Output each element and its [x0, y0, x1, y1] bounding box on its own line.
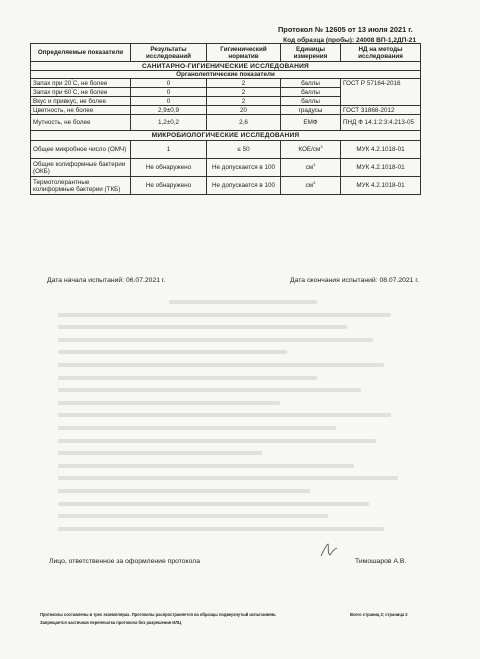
norm-cell: 2: [207, 97, 281, 106]
result-cell: 0: [131, 79, 207, 88]
table-row: [31, 79, 421, 88]
parameter-cell: Запах при 20°С, не более: [31, 79, 131, 88]
signature-mark: [318, 541, 340, 559]
unit-cell: градусы: [281, 106, 341, 115]
unit-cell: ЕМФ: [281, 115, 341, 131]
norm-cell: ≤ 50: [207, 141, 281, 159]
responsible-label: Лицо, ответственное за оформление протокола: [49, 558, 200, 565]
unit-cell: $см^3$: [281, 159, 341, 177]
section-title: САНИТАРНО-ГИГИЕНИЧЕСКИЕ ИССЛЕДОВАНИЯ: [31, 62, 421, 71]
norm-cell: Не допускается в 100: [207, 159, 281, 177]
table-header-row: [31, 44, 421, 62]
result-cell: Не обнаружено: [131, 159, 207, 177]
result-cell: 0: [131, 88, 207, 97]
table-row: [31, 115, 421, 131]
footer-note: Протоколы составлены в трех экземплярах. Протоколы распространяется на образцы подвергнутый испытаниям.: [40, 612, 276, 617]
end-date: Дата окончания испытаний: 08.07.2021 г.: [290, 277, 419, 284]
unit-cell: баллы: [281, 97, 341, 106]
method-cell: МУК 4.2.1018-01: [341, 177, 421, 195]
method-cell: ПНД Ф 14.1:2:3:4.213-05: [341, 115, 421, 131]
start-date: Дата начала испытаний: 06.07.2021 г.: [47, 277, 166, 284]
method-cell: МУК 4.2.1018-01: [341, 141, 421, 159]
norm-cell: 2: [207, 79, 281, 88]
norm-cell: Не допускается в 100: [207, 177, 281, 195]
table-row: [31, 159, 421, 177]
page-counter: Всего страниц 2; страница 2: [350, 612, 408, 617]
result-cell: 1,2±0,2: [131, 115, 207, 131]
norm-cell: 2: [207, 88, 281, 97]
norm-cell: 20: [207, 106, 281, 115]
table-row: [31, 141, 421, 159]
section-title: МИКРОБИОЛОГИЧЕСКИЕ ИССЛЕДОВАНИЯ: [31, 131, 421, 141]
column-header: НД на методы исследования: [341, 44, 421, 62]
unit-cell: баллы: [281, 79, 341, 88]
parameter-cell: Запах при 60°С, не более: [31, 88, 131, 97]
column-header: Гигиенический норматив: [207, 44, 281, 62]
parameter-cell: Общее микробное число (ОМЧ): [31, 141, 131, 159]
parameter-cell: Общие колиформные бактерии (ОКБ): [31, 159, 131, 177]
subsection-title: Органолептические показатели: [31, 71, 421, 79]
unit-cell: баллы: [281, 88, 341, 97]
method-cell: ГОСТ 31868-2012: [341, 106, 421, 115]
table-row: [31, 177, 421, 195]
result-cell: Не обнаружено: [131, 177, 207, 195]
footer-note: Запрещается частичная перепечатка протокола без разрешения ИЛЦ: [40, 620, 182, 625]
bleed-through-text: [58, 300, 428, 539]
table-row: [31, 106, 421, 115]
parameter-cell: Мутность, не более: [31, 115, 131, 131]
result-cell: 0: [131, 97, 207, 106]
column-header: Результаты исследований: [131, 44, 207, 62]
responsible-name: Тимошаров А.В.: [355, 558, 407, 565]
column-header: Определяемые показатели: [31, 44, 131, 62]
sample-code: Код образца (пробы): 24008 ВП-1,2ДП-21: [283, 37, 416, 44]
norm-cell: 2,6: [207, 115, 281, 131]
unit-cell: $см^3$: [281, 177, 341, 195]
parameter-cell: Цветность, не более: [31, 106, 131, 115]
result-cell: 2,9±0,9: [131, 106, 207, 115]
parameter-cell: Вкус и привкус, не более: [31, 97, 131, 106]
protocol-title: Протокол № 12605 от 13 июля 2021 г.: [278, 25, 413, 34]
result-cell: 1: [131, 141, 207, 159]
method-cell: МУК 4.2.1018-01: [341, 159, 421, 177]
unit-cell: КОЕ/$см^3$: [281, 141, 341, 159]
method-cell: ГОСТ Р 57164-2016: [341, 79, 421, 106]
results-table: [30, 43, 421, 195]
column-header: Единицы измерения: [281, 44, 341, 62]
parameter-cell: Термотолерантные колиформные бактерии (ТКБ): [31, 177, 131, 195]
